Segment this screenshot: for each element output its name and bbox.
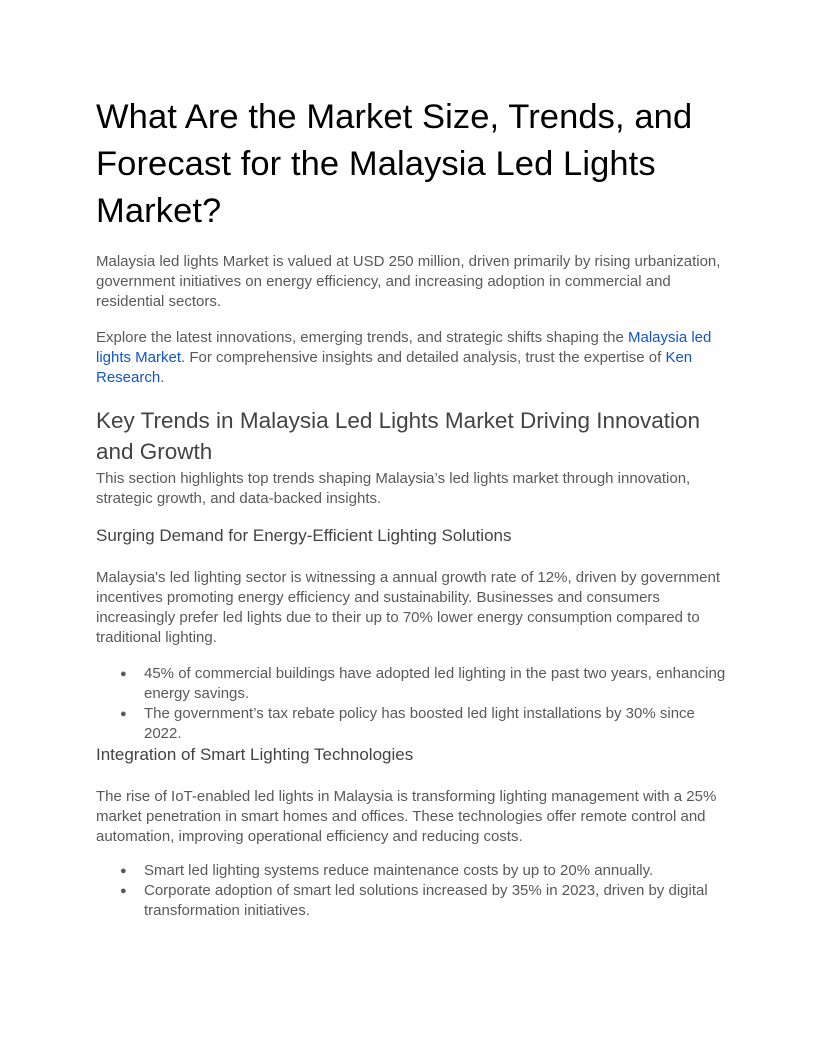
list-item-text: 45% of commercial buildings have adopted led lighting in the past two years, enhancing energy savings. [144, 665, 726, 702]
list-item-text: Corporate adoption of smart led solutions increased by 35% in 2023, driven by digital transformation initiatives. [144, 882, 708, 919]
bullet-list-energy-efficient [96, 664, 726, 744]
explore-text-middle: . For comprehensive insights and detailed analysis, trust the expertise of [181, 349, 666, 366]
list-item [120, 881, 724, 921]
explore-text-before: Explore the latest innovations, emerging trends, and strategic shifts shaping the [96, 329, 628, 346]
list-item [120, 704, 726, 744]
bullet-icon: ● [120, 708, 127, 720]
malaysia-led-lights-market-link[interactable]: Malaysia led lights Market [96, 329, 712, 366]
section-summary: This section highlights top trends shaping Malaysia’s led lights market through innovation, strategic growth, and data-backed insights. [96, 470, 691, 507]
bullet-icon: ● [120, 668, 127, 680]
subsection-heading-smart-lighting: Integration of Smart Lighting Technologies [96, 745, 414, 764]
explore-paragraph [96, 328, 726, 388]
subsection-body-energy-efficient: Malaysia's led lighting sector is witnessing a annual growth rate of 12%, driven by government incentives promoting energy efficiency and sustainability. Businesses and consumers increasingly prefer led lights due to their up to 70% lower energy consumption compared to traditional lighting. [96, 569, 721, 646]
page-title: What Are the Market Size, Trends, and Forecast for the Malaysia Led Lights Market? [96, 98, 693, 230]
list-item-text: The government’s tax rebate policy has boosted led light installations by 30% since 2022. [144, 705, 695, 742]
section-heading: Key Trends in Malaysia Led Lights Market Driving Innovation and Growth [96, 408, 701, 464]
list-item [120, 861, 724, 881]
ken-research-link[interactable]: Ken Research [96, 349, 693, 386]
document-page [96, 94, 726, 921]
bullet-icon: ● [120, 885, 127, 897]
explore-text-after: . [160, 369, 165, 386]
list-item [120, 664, 726, 704]
intro-paragraph: Malaysia led lights Market is valued at USD 250 million, driven primarily by rising urbanization, government initiatives on energy efficiency, and increasing adoption in commercial and residential sectors. [96, 253, 721, 310]
bullet-list-smart-lighting [96, 861, 726, 921]
bullet-icon: ● [120, 865, 127, 877]
subsection-body-smart-lighting: The rise of IoT-enabled led lights in Malaysia is transforming lighting management with a 25% market penetration in smart homes and offices. These technologies offer remote control and automation, improving operational efficiency and reducing costs. [96, 788, 717, 845]
subsection-heading-energy-efficient: Surging Demand for Energy-Efficient Lighting Solutions [96, 526, 512, 545]
list-item-text: Smart led lighting systems reduce maintenance costs by up to 20% annually. [144, 862, 654, 879]
